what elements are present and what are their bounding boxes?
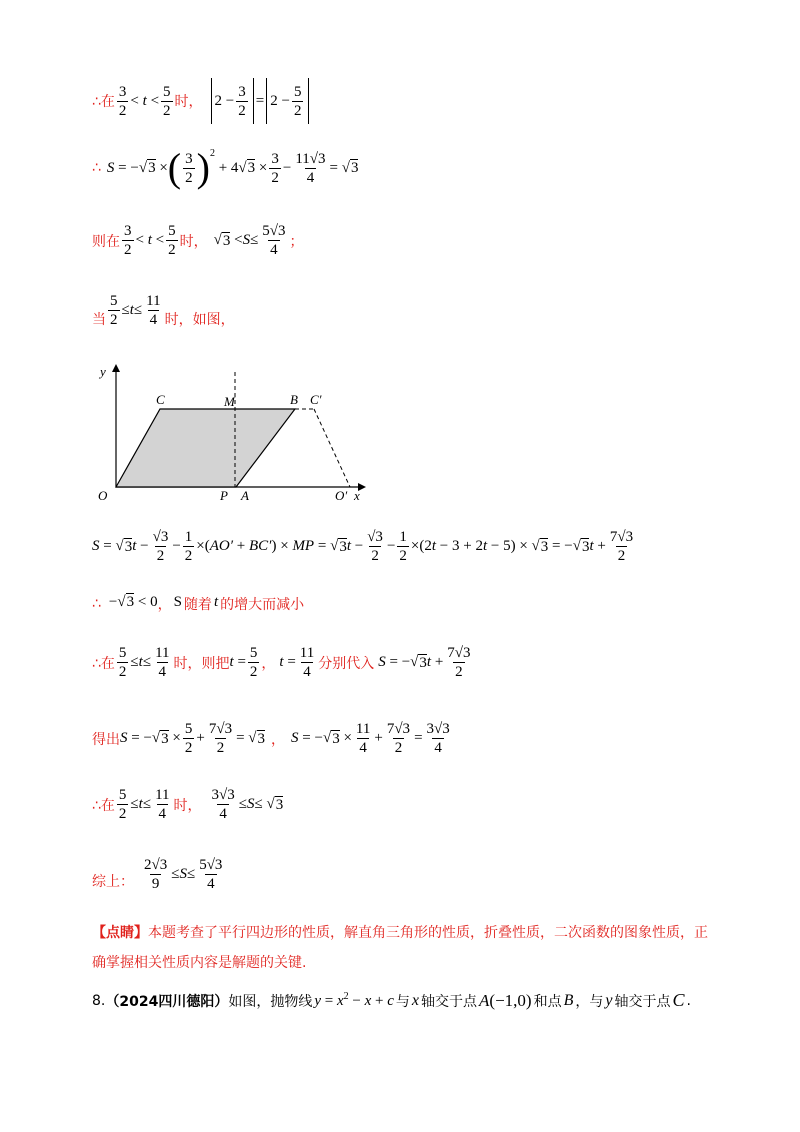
line-6-post: 的增大而减小 bbox=[220, 597, 305, 613]
line-9-mid: 时， bbox=[173, 797, 202, 814]
line-3-condition: $\frac{3}{2}$ < t < $\frac{5}{2}$ bbox=[124, 223, 176, 258]
line-9-condition: $\frac{5}{2}$ ≤ t ≤ $\frac{11}{4}$ bbox=[118, 787, 170, 822]
line-5-equation: S = √ 3 t − $\frac{√3}{2}$ − $\frac{1}{2}$ ×( AO′ + BC′ ) × MP = √ 3 t − $\frac{√3}{2}$ − $\frac{1}{2}$ ×(2 t − 3 + 2 t − 5) × √ 3 = −√ 3 t + $\frac{7√3}{2}$ bbox=[92, 529, 634, 564]
line-7-t2: t = $\frac{11}{4}$ bbox=[279, 645, 315, 680]
q8-text-4: 和点 bbox=[533, 993, 562, 1010]
line-8-prefix: 得出 bbox=[92, 731, 120, 748]
key-point-note bbox=[92, 918, 712, 978]
line-1-mid: 时， bbox=[174, 94, 203, 110]
label-x: x bbox=[354, 488, 360, 503]
line-1 bbox=[92, 78, 311, 124]
q8-text-5: ，与 bbox=[575, 993, 604, 1010]
q8-x: x bbox=[411, 991, 420, 1009]
q8-text-3: 轴交于点 bbox=[421, 993, 478, 1010]
line-1-prefix: ∴在 bbox=[92, 94, 115, 110]
q8-b: B bbox=[563, 991, 574, 1009]
label-O: O bbox=[98, 488, 108, 503]
line-8-eq1: S = −√ 3 × $\frac{5}{2}$ + $\frac{7√3}{2}$ = √ 3 bbox=[120, 721, 266, 756]
label-C-prime: C′ bbox=[310, 392, 322, 407]
note-text: 本题考查了平行四边形的性质，解直角三角形的性质，折叠性质，二次函数的图象性质，正确掌握相关性质内容是解题的关键. bbox=[92, 925, 708, 971]
line-3-mid: 时， bbox=[179, 233, 208, 250]
label-B: B bbox=[290, 392, 298, 407]
line-4 bbox=[92, 292, 235, 329]
line-7-mid2: ， bbox=[261, 655, 276, 672]
line-3-prefix: 则在 bbox=[92, 233, 120, 250]
line-7-mid1: 时，则把 bbox=[173, 655, 230, 672]
line-9-range: $\frac{3√3}{4}$ ≤ S ≤ √ 3 bbox=[211, 787, 284, 822]
line-6-ineq: −√3 < 0 bbox=[108, 594, 158, 610]
question-8 bbox=[92, 990, 691, 1011]
line-10-prefix: 综上： bbox=[92, 874, 134, 890]
q8-source: （2024四川德阳） bbox=[105, 993, 229, 1010]
line-2 bbox=[92, 145, 359, 190]
line-7-t1: t = $\frac{5}{2}$ bbox=[229, 645, 258, 680]
label-O-prime: O′ bbox=[335, 488, 348, 503]
line-7 bbox=[92, 644, 475, 681]
line-6-t: t bbox=[213, 594, 219, 610]
line-7-prefix: ∴在 bbox=[92, 655, 115, 672]
line-4-condition: $\frac{5}{2}$ ≤ t ≤ $\frac{11}{4}$ bbox=[110, 293, 161, 328]
line-6-prefix: ∴ bbox=[92, 596, 101, 612]
q8-text-6: 轴交于点 bbox=[614, 993, 671, 1010]
line-6-mid1: ， bbox=[157, 597, 172, 613]
line-7-formula: S = −√ 3 t + $\frac{7√3}{2}$ bbox=[378, 645, 471, 680]
q8-text-2: 与 bbox=[395, 993, 410, 1010]
q8-y: y bbox=[605, 991, 613, 1009]
line-3-range: √ 3 < S ≤ $\frac{5√3}{4}$ bbox=[213, 223, 286, 258]
line-5 bbox=[92, 528, 637, 565]
line-6-mid2: 随着 bbox=[183, 597, 212, 613]
line-8-mid: ， bbox=[271, 731, 286, 748]
shaded-parallelogram bbox=[116, 409, 295, 487]
line-10-range: $\frac{2√3}{9}$ ≤ S ≤ $\frac{5√3}{4}$ bbox=[144, 857, 223, 892]
line-10 bbox=[92, 856, 226, 893]
label-P: P bbox=[220, 488, 228, 503]
q8-number: 8. bbox=[92, 992, 106, 1009]
q8-text-1: 如图，抛物线 bbox=[228, 993, 313, 1010]
note-tag: 【点睛】 bbox=[92, 925, 148, 941]
line-4-prefix: 当 bbox=[92, 312, 106, 328]
line-3-post: ； bbox=[289, 233, 304, 250]
line-2-equation: S = −√ 3 × ( $\frac{3}{2}$ ) $^2$ + 4√ 3 × $\frac{3}{2}$ − $\frac{11√3}{4}$ = √ 3 bbox=[106, 145, 359, 190]
line-1-condition: $\frac{3}{2}$ < t < $\frac{5}{2}$ bbox=[118, 83, 171, 119]
line-8-eq2: S = −√ 3 × $\frac{11}{4}$ + $\frac{7√3}{2}$ = $\frac{3√3}{4}$ bbox=[291, 721, 450, 756]
line-3 bbox=[92, 222, 304, 259]
line-6 bbox=[92, 594, 304, 614]
parallelogram-figure bbox=[88, 362, 378, 510]
line-2-prefix: ∴ bbox=[92, 160, 101, 176]
line-1-equation: 2 − $\frac{3}{2}$ = 2 − $\frac{5}{2}$ bbox=[209, 78, 312, 124]
label-y: y bbox=[100, 364, 106, 379]
line-9-prefix: ∴在 bbox=[92, 797, 115, 814]
label-C: C bbox=[156, 392, 165, 407]
label-M: M bbox=[224, 394, 235, 409]
line-7-condition: $\frac{5}{2}$ ≤ t ≤ $\frac{11}{4}$ bbox=[118, 645, 170, 680]
label-A: A bbox=[241, 488, 249, 503]
q8-parabola: $y = x^2 - x + c$ bbox=[314, 991, 394, 1009]
line-6-s: S bbox=[173, 594, 182, 610]
line-4-mid: 时，如图， bbox=[164, 312, 235, 328]
line-7-post: 分别代入 bbox=[318, 655, 375, 672]
q8-point-a: A(−1,0) bbox=[479, 990, 532, 1010]
line-8 bbox=[92, 720, 454, 757]
q8-end: . bbox=[686, 992, 691, 1009]
q8-c: C bbox=[672, 990, 685, 1010]
line-9 bbox=[92, 786, 283, 823]
